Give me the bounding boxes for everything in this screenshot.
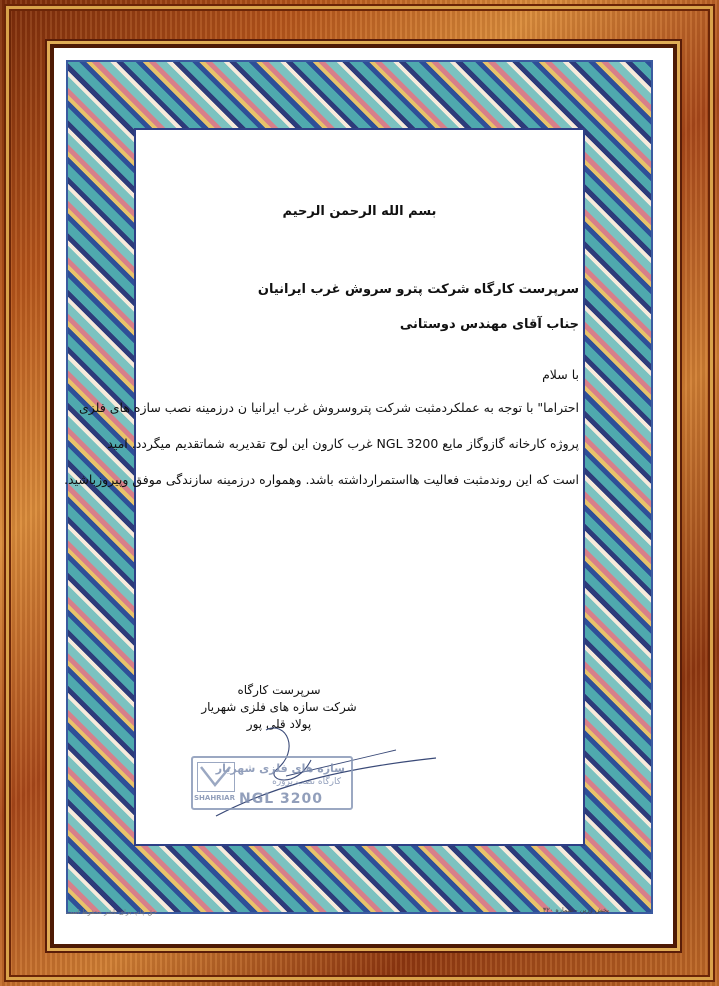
- certificate-paper: [54, 48, 665, 936]
- signer-name: پولاد قلی پور: [246, 717, 312, 731]
- letter-content: [64, 130, 583, 844]
- basmala: بسم الله الرحمن الرحیم: [282, 204, 437, 219]
- printer-credit: پخش زرین - شماره ۳۲۰: [542, 906, 609, 914]
- body-line-3: است که این روندمثبت فعالیت هااستمرارداشته باشد. وهمواره درزمینه سازندگی موفق وپیروزباشید.: [64, 472, 579, 487]
- copyright-notice: حق چاپ برای ناشر محفوظ است: [66, 908, 157, 916]
- signer-title: سرپرست کارگاه: [237, 683, 321, 697]
- company-stamp: [191, 756, 353, 810]
- stamp-company: سازه های فلزی شهریار: [215, 762, 345, 775]
- stamp-code: NGL 3200: [239, 791, 323, 807]
- body-line-1: احتراما" با توجه به عملکردمثبت شرکت پتروسروش غرب ایرانیا ن درزمینه نصب سازه های فلزی: [79, 400, 579, 415]
- handwritten-signature: [136, 130, 583, 844]
- stamp-subtitle: کارگاه نصب پروژه: [272, 777, 341, 787]
- stamp-brand: SHAHRIAR: [194, 794, 235, 802]
- addressee-line-2: جناب آقای مهندس دوستانی: [399, 317, 579, 332]
- addressee-line-1: سرپرست کارگاه شرکت پترو سروش غرب ایرانیان: [257, 282, 579, 297]
- body-line-2: پروژه کارخانه گازوگاز مایع NGL 3200 غرب کارون این لوح تقدیربه شماتقدیم میگردد. امید: [107, 436, 579, 451]
- greeting: با سلام: [542, 367, 579, 382]
- signer-company: شرکت سازه های فلزی شهریار: [201, 700, 357, 714]
